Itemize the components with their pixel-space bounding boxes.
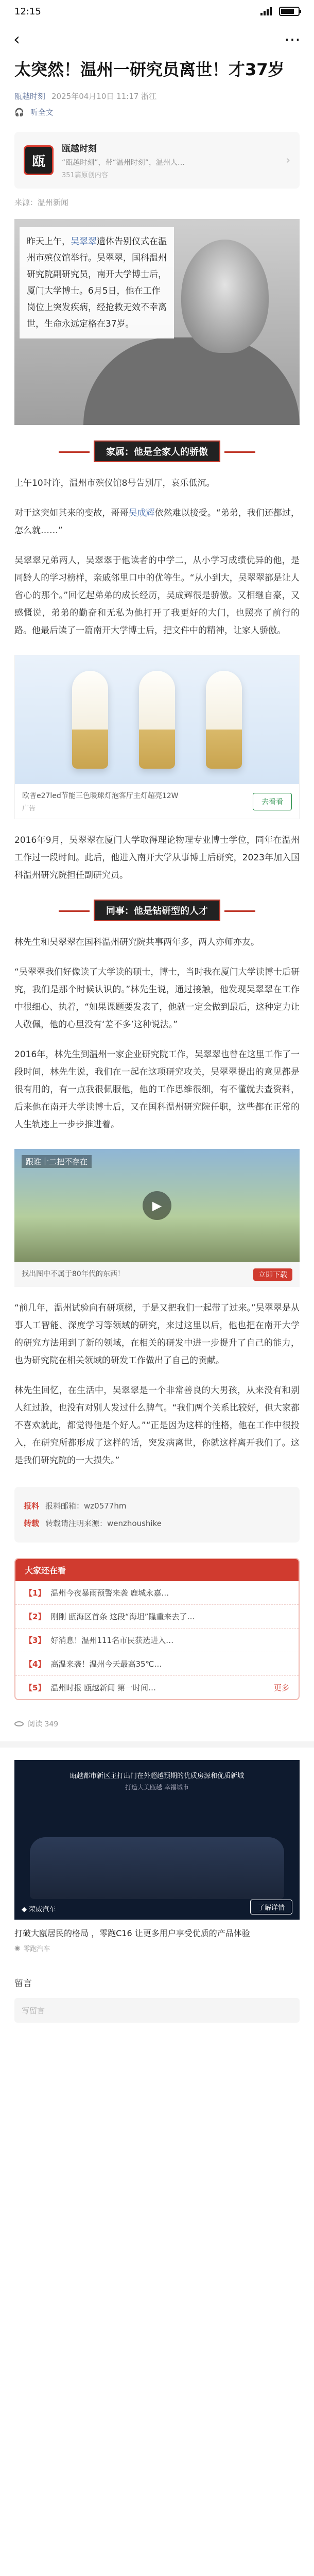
- related-tag: 【4】: [25, 1659, 46, 1669]
- reading-text: 阅读 349: [28, 1720, 59, 1728]
- video-caption-text: 找出图中不属于80年代的东西！: [22, 1270, 125, 1278]
- nav-bar: [0, 23, 314, 56]
- video-title: 跟谁十二把不存在: [22, 1155, 92, 1168]
- bulb-image: [139, 671, 175, 769]
- comments-label: 留言: [14, 1978, 32, 1989]
- car-ad-headline: 瓯越都市新区主打出门在外超越预期的优质房源和优质新城: [69, 1772, 244, 1780]
- section-title: 同事：他是钻研型的人才: [106, 906, 208, 917]
- account-desc: “瓯越时刻”，带“温州时刻”，温州人…: [62, 159, 185, 167]
- account-logo: 瓯: [24, 145, 54, 175]
- bulb-image: [206, 671, 242, 769]
- para-text: “吴翠翠: [14, 967, 45, 977]
- account-name: 瓯越时刻: [62, 144, 97, 154]
- section-title: 家属：他是全家人的骄傲: [106, 447, 208, 457]
- meta-date: 2025年04月10日 11:17 浙江: [51, 92, 157, 101]
- related-item[interactable]: [15, 1629, 299, 1652]
- meta-source-link[interactable]: 瓯越时刻: [14, 92, 46, 101]
- car-ad-source-text: 零跑汽车: [23, 1945, 50, 1953]
- related-text: 温州今夜暴雨预警来袭 鹿城永嘉…: [50, 1588, 169, 1598]
- video-download-button[interactable]: 立即下载: [253, 1268, 292, 1281]
- related-text: 刚刚 瓯海区首条 这段“海坦”隆重来去了…: [50, 1612, 195, 1621]
- paragraph: 吴翠翠兄弟两人，吴翠翠于他读者的中学二，从小学习成绩优异的他，是同龄人的学习榜样，亲戚邻里口中的优等生。“从小到大，吴翠翠都是让人省心的那个。”回忆起弟弟的成长经历，吴成辉很是骄傲。又相继自豪，又感慨说，弟弟的勤奋和无私为他打开了我更好的大门，也照亮了前行的路。他最后读了一篇南开大学博士后，把文件中的精神，让家人骄傲。: [14, 555, 300, 636]
- related-text: 高温来袭！温州今天最高35℃…: [50, 1659, 162, 1669]
- paragraph: “前几年，温州试验向有研项梯，于是又把我们一起带了过来。”吴翠翠是从事人工智能、深度学习等领域的研究，来过这里以后，他也把在南开大学的研究方法用到了新的领域，在相关的研发中进一步提升了自己的能力，也为研究院在相关领域的研发工作做出了自己的贡献。: [14, 1303, 300, 1366]
- car-image: [30, 1837, 284, 1899]
- hero-text-box: [20, 227, 174, 338]
- follow-info-box: [14, 1487, 300, 1543]
- related-item[interactable]: [15, 1676, 299, 1699]
- reading-count: [14, 1719, 300, 1729]
- listen-label[interactable]: 听全文: [30, 108, 54, 117]
- ad-text: [22, 790, 178, 812]
- comment-input[interactable]: 写留言: [14, 1998, 300, 2023]
- status-time: 12:15: [14, 6, 41, 17]
- follow-row: [24, 1515, 290, 1532]
- car-ad-title[interactable]: 打破大瓯居民的格局 ，零跑C16 让更多用户享受优质的产品体验: [14, 1928, 250, 1938]
- car-brand-badge: ◆ 荣威汽车: [22, 1906, 56, 1913]
- paragraph: 2016年9月，吴翠翠在厦门大学取得理论物理专业博士学位，同年在温州工作过一段时间。此后，他进入南开大学从事博士后研究，2023年加入国科温州研究院担任副研究员。: [14, 835, 300, 880]
- video-ad[interactable]: [14, 1149, 300, 1287]
- car-ad-text: [0, 1920, 314, 1953]
- paragraph: [14, 504, 300, 539]
- hero-name: 吴翠翠: [71, 236, 97, 247]
- hero-photo: [14, 219, 300, 425]
- para-text: 依然难以接受。“弟弟，我们还都过，怎么就……”: [14, 508, 300, 536]
- section-head-family: [14, 440, 300, 462]
- para-text: 我们好像读了大学读的硕士，博士，当时我在厦门大学读博士后研究，我们是那个时候认识的。”林先生说，通过接触，他发现吴翠翠在工作中很细心、执着，“如果课题要发表了，他就一定会做到最后，这种定力让人敬佩，他的心里没有‘差不多’这种说法。”: [14, 967, 300, 1030]
- listen-row[interactable]: [14, 107, 300, 117]
- hero-text-1: 昨天上午，: [27, 236, 71, 247]
- related-text: 温州时报 瓯越新闻 第一时间…: [50, 1683, 156, 1692]
- car-ad-banner[interactable]: [14, 1760, 300, 1920]
- source-line: 来源：温州新闻: [14, 198, 69, 207]
- portrait-shoulders: [83, 337, 300, 425]
- bulb-image: [72, 671, 108, 769]
- section-head-box: [94, 900, 220, 921]
- follow-text: 报料邮箱：wz0577hm: [45, 1501, 127, 1511]
- car-brand-icon: ◉: [14, 1944, 21, 1952]
- article-body: [0, 58, 314, 1729]
- status-right: [260, 7, 300, 16]
- account-count: 351篇原创内容: [62, 172, 108, 179]
- paragraph: 上午10时许，温州市殡仪馆8号告别厅，哀乐低沉。: [14, 478, 215, 488]
- car-ad-cta-button[interactable]: 了解详情: [250, 1900, 292, 1914]
- section-head-colleague: [14, 900, 300, 921]
- hero-text-2: 遗体告别仪式在温州市殡仪馆举行。吴翠翠，国科温州研究院副研究员，南开大学博士后，厦门大学博士。6月5日，他在工作岗位上突发疾病，经抢救无效不幸离世，生命永远定格在37岁。: [27, 236, 167, 329]
- play-icon[interactable]: ▶: [143, 1191, 171, 1220]
- article-meta: [14, 91, 300, 101]
- related-tag: 【1】: [25, 1588, 46, 1598]
- car-ad-source: [14, 1943, 300, 1953]
- related-item[interactable]: [15, 1652, 299, 1676]
- car-ad-subhead: 打造大美瓯越 幸福城市: [125, 1784, 189, 1791]
- ad-title: 欧普e27led节能三色暖球灯泡客厅主灯超亮12W: [22, 792, 179, 800]
- account-info: [62, 141, 185, 179]
- related-head: 大家还在看: [15, 1559, 299, 1581]
- follow-label: 转载: [24, 1519, 40, 1528]
- paragraph: 林先生和吴翠翠在国科温州研究院共事两年多，两人亦师亦友。: [14, 937, 259, 947]
- related-tag: 【2】: [25, 1612, 46, 1621]
- portrait-face: [181, 240, 269, 353]
- related-tag: 【5】: [25, 1683, 46, 1692]
- ad-button[interactable]: 去看看: [253, 793, 292, 810]
- divider: [0, 1741, 314, 1748]
- eye-icon: [14, 1721, 24, 1726]
- related-item[interactable]: [15, 1581, 299, 1605]
- related-tag: 【3】: [25, 1636, 46, 1645]
- product-ad[interactable]: [14, 655, 300, 819]
- para-text: 对于这突如其来的变故，哥哥: [14, 508, 129, 518]
- para-highlight: 吴成辉: [128, 508, 155, 518]
- back-icon[interactable]: ‹: [13, 29, 20, 49]
- related-item[interactable]: [15, 1605, 299, 1629]
- related-articles: [14, 1558, 300, 1700]
- ad-footer: [15, 784, 299, 819]
- follow-label: 报料: [24, 1501, 40, 1511]
- account-card[interactable]: [14, 132, 300, 189]
- chevron-right-icon: ›: [286, 154, 290, 167]
- status-bar: [0, 0, 314, 23]
- video-caption: [14, 1262, 300, 1287]
- related-text: 好消息！温州111名市民获选进入…: [50, 1636, 174, 1645]
- more-icon[interactable]: ⋯: [284, 29, 301, 49]
- follow-text: 转载请注明来源：wenzhoushike: [45, 1519, 162, 1528]
- paragraph: 林先生回忆，在生活中，吴翠翠是一个非常善良的大男孩，从来没有和别人红过脸，也没有对别人发过什么脾气。“我们两个关系比较好，但大家都不喜欢就此，都觉得他是个好人。”“正是因为这样的性格，他在工作中很投入，在研究所都形成了这样的话，突发病离世，你就这样离开我们了。这是我们研究院的一大损失。”: [14, 1385, 300, 1466]
- paragraph: [14, 963, 300, 1033]
- ad-sub: 广告: [22, 805, 36, 812]
- signal-icon: [260, 7, 272, 15]
- related-more-link[interactable]: 更多: [273, 1683, 289, 1692]
- paragraph: 2016年，林先生到温州一家企业研究院工作，吴翠翠也曾在这里工作了一段时间，林先生说，我们在一起在这项研究攻关，吴翠翠提出的意见都是很有用的，有一点我很佩服他，他的工作思维很细，有不懂就去查资料，后来他在南开大学读博士后，又在国科温州研究院任职，这些都在正常的人生轨迹上一步步推进着。: [14, 1049, 300, 1130]
- follow-row: [24, 1497, 290, 1515]
- comments-section: [0, 1953, 314, 2043]
- battery-icon: [279, 7, 300, 16]
- video-thumbnail[interactable]: [14, 1149, 300, 1262]
- headphone-icon: 🎧: [14, 107, 24, 117]
- ad-image: [15, 655, 299, 784]
- article-title: 太突然！温州一研究员离世！才37岁: [14, 60, 285, 79]
- section-head-box: [94, 440, 220, 462]
